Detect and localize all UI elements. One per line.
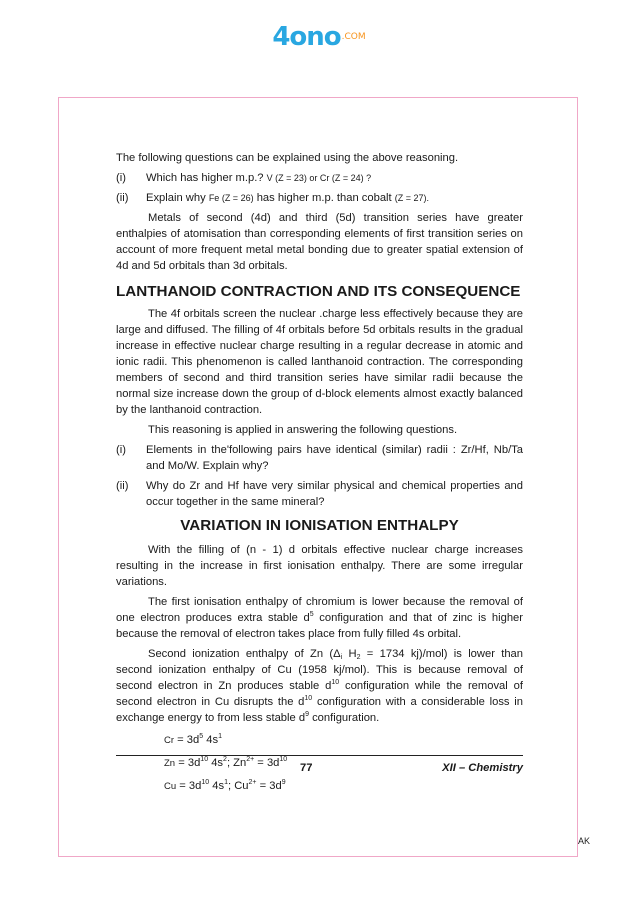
list-number: (i) bbox=[116, 172, 126, 184]
section-heading: LANTHANOID CONTRACTION AND ITS CONSEQUENCE bbox=[116, 283, 521, 300]
list-number: (i) bbox=[116, 444, 126, 456]
paragraph: Second ionization enthalpy of Zn ($\Delta_i$ $H_2 = 1734$ kj)/mol) is lower than second ionization enthalpy of Cu (1958 kj/mol). This is because removal of second electron in Zn produces stable $d^{10}$ configuration while the removal of second electron in Cu disrupts the $d^{10}$ configuration with a considerable loss in exchange energy to from less stable $d^9$ configuration. bbox=[116, 648, 524, 724]
paragraph: This reasoning is applied in answering the following questions. bbox=[148, 424, 458, 436]
page-number: 77 bbox=[300, 762, 313, 774]
list-item bbox=[116, 442, 523, 474]
list-text: Elements in the'following pairs have identical (similar) radii : Zr/Hf, Nb/Ta and Mo/W. Explain why? bbox=[146, 444, 523, 472]
configuration-cr: $Cr = 3d^5$ $4s^1$ bbox=[164, 733, 222, 746]
paragraph: The first ionisation enthalpy of chromium is lower because the removal of one electron produces extra stable $d^5$ configuration and that of zinc is higher because the removal of electron takes place from fully filled 4s orbital. bbox=[116, 596, 523, 640]
list-number: (ii) bbox=[116, 192, 129, 204]
list-number: (ii) bbox=[116, 480, 129, 492]
list-item bbox=[116, 190, 523, 206]
site-logo bbox=[0, 22, 638, 52]
section-heading: VARIATION IN IONISATION ENTHALPY bbox=[180, 517, 459, 534]
list-item bbox=[116, 478, 523, 510]
corner-mark: AK bbox=[577, 836, 590, 846]
configuration-zn: $Zn = 3d^{10}$ $4s^2$; $Zn^{2+} = 3d^{10}$ bbox=[164, 756, 288, 769]
paragraph: The 4f orbitals screen the nuclear .charge less effectively because they are large and diffused. The filling of 4f orbitals before 5d orbitals results in the gradual increase in effective nuclear charge resulting in a regular decrease in atomic and ionic radii. This phenomenon is called lanthanoid contraction. The corresponding members of second and third transition series have similar radii because the normal size increase down the group of d-block elements almost exactly balanced by the lanthanoid contraction. bbox=[116, 308, 523, 416]
paragraph: Metals of second (4d) and third (5d) transition series have greater enthalpies of atomisation than corresponding elements of first transition series on account of more frequent metal metal bonding due to greater spatial extension of 4d and 5d orbitals than 3d orbitals. bbox=[116, 212, 523, 272]
list-text: Explain why Fe (Z = 26) has higher m.p. than cobalt (Z = 27). bbox=[146, 192, 430, 204]
footer-rule bbox=[116, 755, 523, 756]
list-text: Which has higher m.p.? V (Z = 23) or Cr (Z = 24) ? bbox=[146, 172, 372, 184]
logo-text: 4ono bbox=[272, 22, 341, 52]
logo-domain: .COM bbox=[341, 32, 366, 42]
list-text: Why do Zr and Hf have very similar physical and chemical properties and occur together in the same mineral? bbox=[146, 480, 523, 508]
configuration-cu: $Cu = 3d^{10}$ $4s^1$; $Cu^{2+} = 3d^9$ bbox=[164, 779, 286, 792]
page-content bbox=[116, 150, 523, 801]
paragraph: With the filling of (n - 1) d orbitals effective nuclear charge increases resulting in the increase in first ionisation enthalpy. There are some irregular variations. bbox=[116, 544, 523, 588]
list-item bbox=[116, 170, 523, 186]
intro-text: The following questions can be explained using the above reasoning. bbox=[116, 152, 459, 164]
footer-title: XII – Chemistry bbox=[442, 762, 523, 774]
